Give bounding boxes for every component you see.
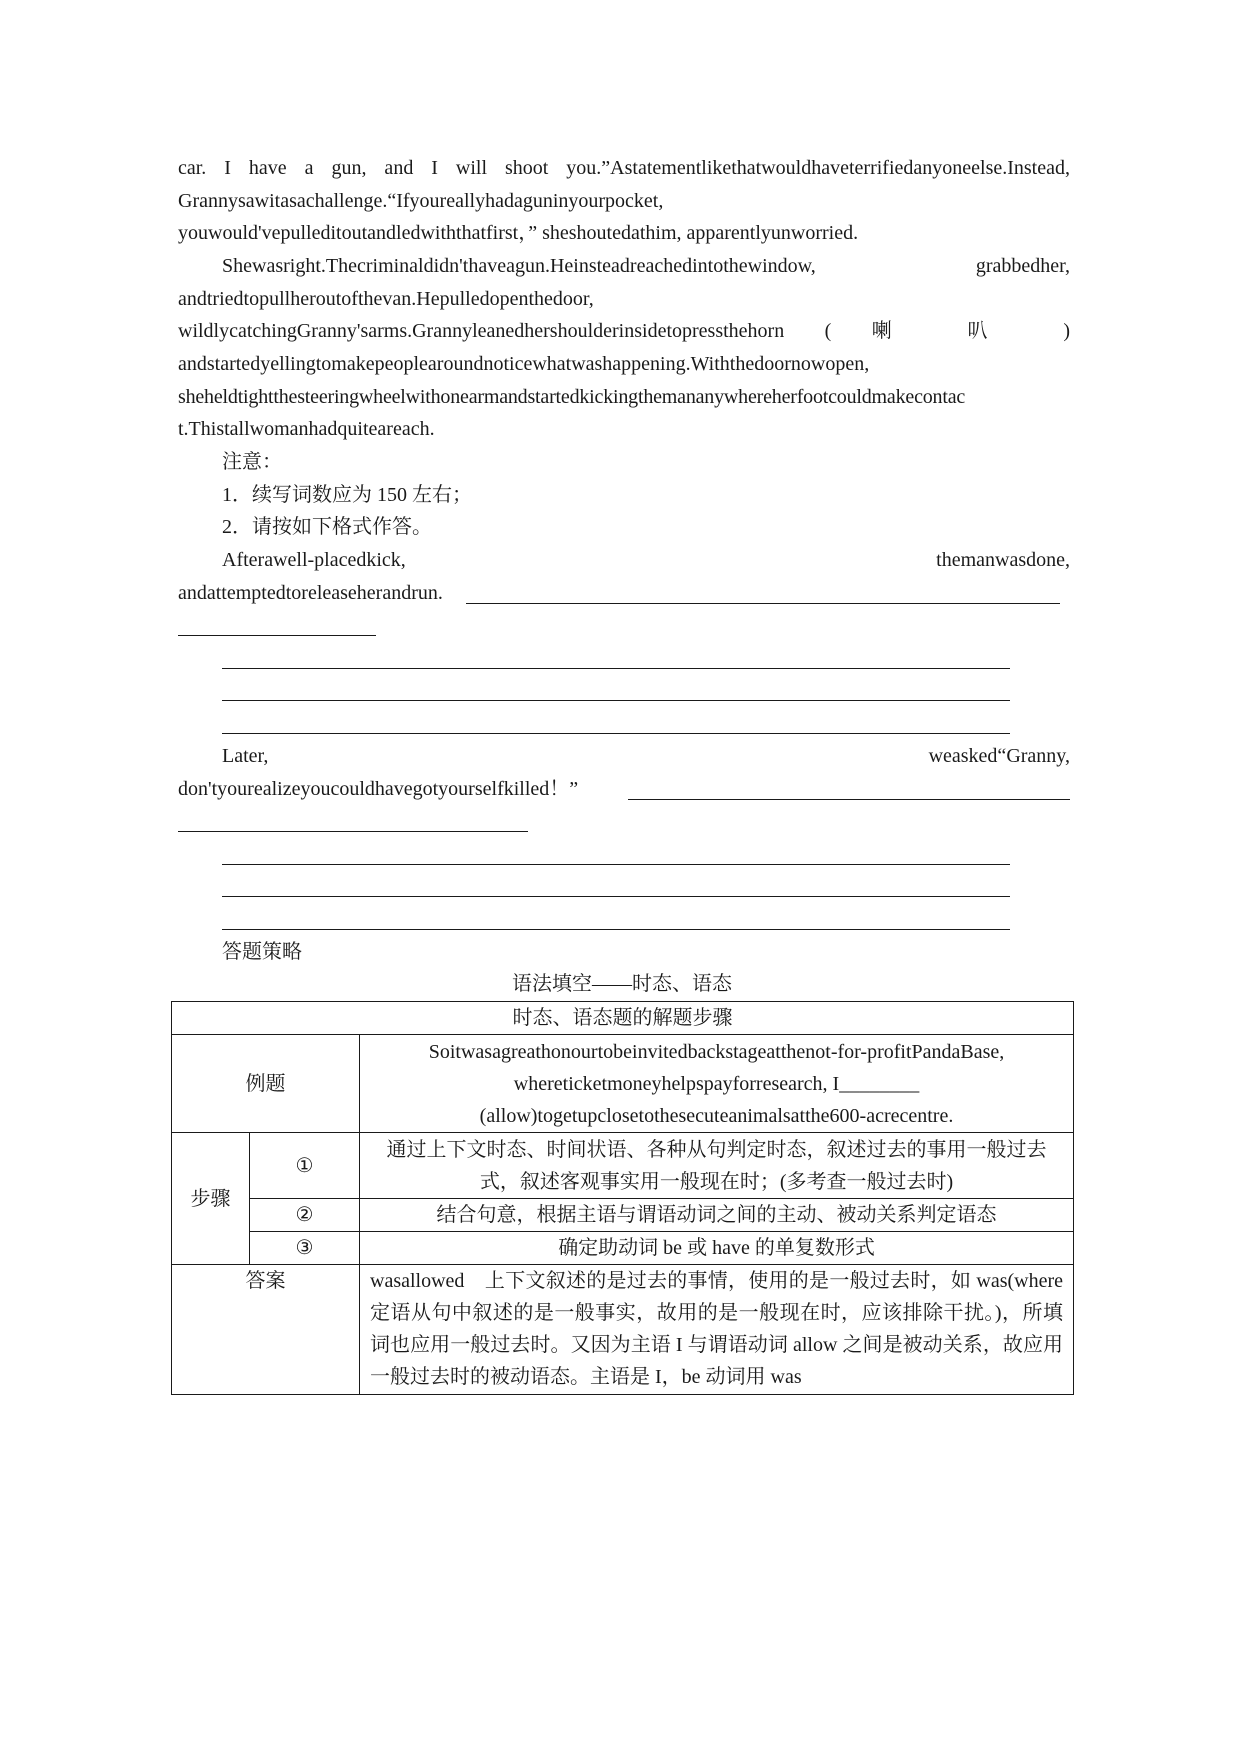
answer-blank-line[interactable] [222, 733, 1010, 734]
example-line: whereticketmoneyhelpspayforresearch, I________ [513, 1072, 920, 1095]
passage-line: wildlycatchingGranny'sarms.Grannyleanedhershoulderinsidetopressthehorn ( 喇 叭 ) [178, 320, 1070, 342]
step-number: ① [250, 1133, 360, 1199]
answer-blank-line[interactable] [222, 864, 1010, 865]
para1-line2: andattemptedtoreleaseherandrun. [178, 582, 443, 604]
answer-blank-line[interactable] [222, 929, 1010, 930]
table-title: 时态、语态题的解题步骤 [172, 1002, 1074, 1035]
answer-blank-line[interactable] [628, 799, 1070, 800]
passage-line: car. I have a gun, and I will shoot you.”Astatementlikethatwouldhaveterrifiedanyoneelse.Instead, [178, 157, 1070, 179]
passage-line: Shewasright.Thecriminaldidn'thaveagun.Heinsteadreachedintothewindow, grabbedher, [222, 255, 1070, 277]
example-label: 例题 [172, 1035, 360, 1133]
passage-line: sheheldtightthesteeringwheelwithonearmandstartedkickingthemananywhereherfootcouldmakecontac [178, 386, 966, 408]
answer-blank-line[interactable] [222, 700, 1010, 701]
para1-start-left: Afterawell-placedkick, [222, 549, 406, 571]
step-number: ② [250, 1199, 360, 1232]
example-line: Soitwasagreathonourtobeinvitedbackstageatthenot-for-profitPandaBase, [428, 1040, 1005, 1063]
step-text: 结合句意，根据主语与谓语动词之间的主动、被动关系判定语态 [360, 1199, 1074, 1232]
strategy-subtitle: 语法填空——时态、语态 [512, 973, 732, 995]
answer-blank-line[interactable] [178, 831, 528, 832]
passage-line: t.Thistallwomanhadquiteareach. [178, 418, 435, 440]
step-text: 通过上下文时态、时间状语、各种从句判定时态，叙述过去的事用一般过去式，叙述客观事实用一般现在时；(多考查一般过去时) [360, 1133, 1074, 1199]
steps-label: 步骤 [172, 1133, 250, 1265]
answer-blank-line[interactable] [222, 668, 1010, 669]
answer-text: wasallowed 上下文叙述的是过去的事情，使用的是一般过去时，如 was(where 定语从句中叙述的是一般事实，故用的是一般现在时，应该排除干扰。)，所填词也应用一般过去时。又因为主语 I 与谓语动词 allow 之间是被动关系，故应用一般过去时的被动语态。主语是 I，be 动词用 was [360, 1265, 1074, 1395]
answer-label: 答案 [172, 1265, 360, 1395]
strategy-table [171, 1001, 1074, 1395]
answer-blank-line[interactable] [178, 635, 376, 636]
step-number: ③ [250, 1232, 360, 1265]
passage-line: andtriedtopullheroutofthevan.Hepulledopenthedoor, [178, 288, 594, 310]
notes-item: 2．请按如下格式作答。 [222, 516, 432, 538]
notes-item: 1．续写词数应为 150 左右； [222, 484, 472, 506]
answer-blank-line[interactable] [466, 603, 1060, 604]
example-line: (allow)togetupclosetothesecuteanimalsatthe600-acrecentre. [479, 1104, 954, 1127]
passage-line: andstartedyellingtomakepeoplearoundnoticewhatwashappening.Withthedoornowopen, [178, 353, 870, 375]
step-text: 确定助动词 be 或 have 的单复数形式 [360, 1232, 1074, 1265]
passage-line: Grannysawitasachallenge.“Ifyoureallyhadaguninyourpocket, [178, 190, 664, 212]
para2-start-left: Later, [222, 745, 269, 767]
para2-line2: don'tyourealizeyoucouldhavegotyourselfkilled！” [178, 778, 579, 800]
para1-start-right: themanwasdone, [936, 549, 1070, 571]
example-cell [360, 1035, 1074, 1133]
passage-line: youwould'vepulleditoutandledwiththatfirst，” sheshoutedathim, apparentlyunworried. [178, 222, 859, 244]
strategy-heading: 答题策略 [222, 941, 302, 963]
notes-heading: 注意： [222, 451, 282, 473]
answer-blank-line[interactable] [222, 896, 1010, 897]
para2-start-right: weasked“Granny, [928, 745, 1070, 767]
